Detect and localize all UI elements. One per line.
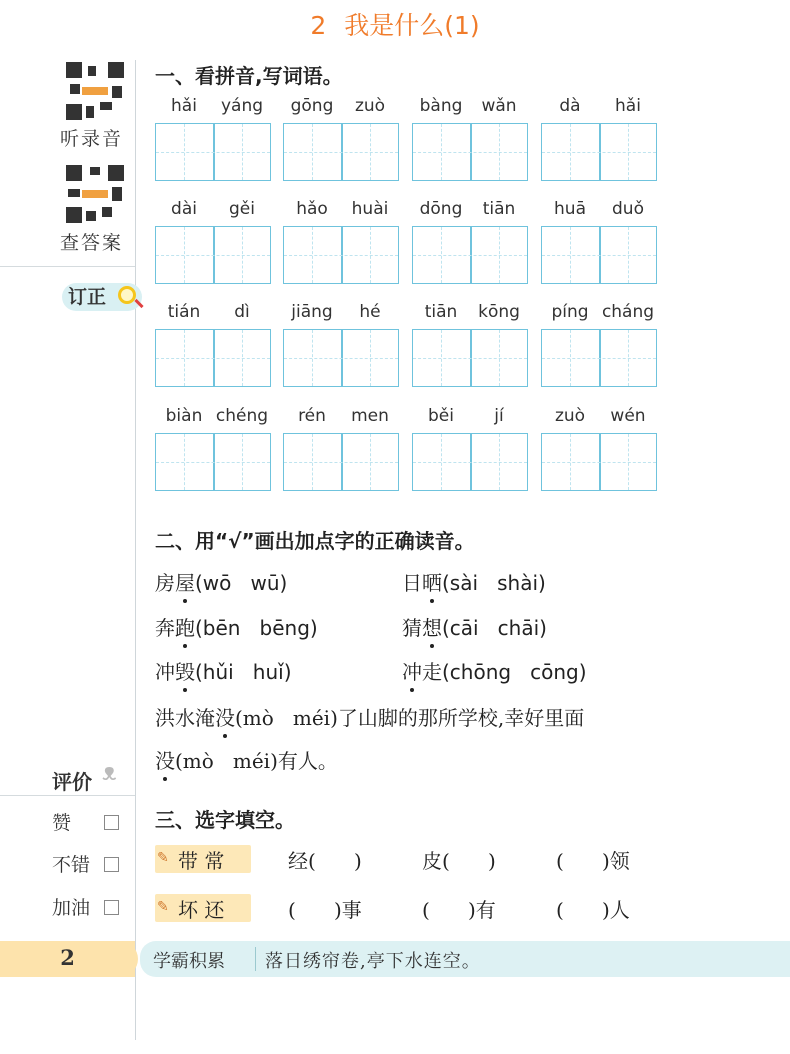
pinyin-label: hé (359, 302, 381, 322)
section3-heading: 三、选字填空。 (155, 808, 295, 832)
writing-box[interactable] (283, 329, 399, 387)
pinyin-label: dài (171, 199, 197, 219)
writing-box[interactable] (541, 226, 657, 284)
writing-box[interactable] (412, 329, 528, 387)
writing-box[interactable] (283, 123, 399, 181)
writing-box[interactable] (541, 433, 657, 491)
pencil-icon: ✎ (157, 899, 169, 915)
pinyin-label: píng (551, 302, 589, 322)
pencil-icon: ✎ (157, 850, 169, 866)
pinyin-label: men (351, 406, 389, 426)
pinyin-label: běi (428, 406, 454, 426)
sidebar-divider (0, 266, 135, 267)
margin-divider (135, 60, 136, 1040)
pinyin-label: huài (351, 199, 389, 219)
qr-code-answer[interactable] (66, 165, 124, 223)
dotted-char: 毁 (175, 656, 195, 685)
pinyin-label: wén (610, 406, 646, 426)
lesson-title: 我是什么(1) (344, 11, 480, 40)
writing-box[interactable] (412, 226, 528, 284)
pinyin-label: hǎo (296, 199, 328, 219)
reading-sentence-line1: 洪水淹没(mò méi)了山脚的那所学校,幸好里面 (155, 702, 584, 731)
page-number-bar (0, 941, 135, 977)
blank-1-1: 经( ) (288, 849, 362, 873)
reading-item-4: 猜想(cāi chāi) (402, 612, 547, 641)
writing-box[interactable] (155, 329, 271, 387)
pinyin-label: dà (559, 96, 581, 116)
pinyin-label: cháng (601, 302, 655, 322)
page-title (0, 6, 790, 42)
rating-try: 加油 (52, 897, 91, 919)
accumulation-separator (255, 947, 256, 971)
writing-box[interactable] (541, 123, 657, 181)
rating-praise: 赞 (52, 812, 72, 834)
rating-praise-checkbox[interactable] (104, 810, 119, 832)
lesson-number: 2 (310, 11, 327, 40)
choices-1: 带 常 (178, 849, 225, 873)
writing-box[interactable] (283, 226, 399, 284)
pinyin-label: bàng (419, 96, 463, 116)
choices-2: 坏 还 (178, 898, 225, 922)
pinyin-label: wǎn (481, 96, 517, 116)
dotted-char: 冲 (402, 656, 422, 685)
writing-box[interactable] (412, 433, 528, 491)
reading-item-3: 奔跑(bēn bēng) (155, 612, 318, 641)
writing-box[interactable] (283, 433, 399, 491)
dotted-char: 没 (155, 745, 175, 774)
pinyin-label: zuò (554, 406, 586, 426)
pinyin-label: jiāng (291, 302, 333, 322)
accumulation-text: 落日绣帘卷,亭下水连空。 (265, 951, 481, 972)
section1-heading: 一、看拼音,写词语。 (155, 64, 343, 88)
rating-try-checkbox[interactable] (104, 895, 119, 917)
accumulation-label: 学霸积累 (153, 951, 225, 972)
pinyin-label: duǒ (612, 199, 644, 219)
pinyin-label: huā (554, 199, 586, 219)
pinyin-label: rén (298, 406, 326, 426)
reading-item-6: 冲走(chōng cōng) (402, 656, 587, 685)
blank-2-1: ( )事 (288, 898, 362, 922)
rating-good-checkbox[interactable] (104, 852, 119, 874)
accumulation-bar (140, 941, 790, 977)
evaluation-label: 评价 (52, 770, 92, 794)
answer-label: 查答案 (60, 232, 124, 254)
pinyin-label: zuò (354, 96, 386, 116)
rabbit-icon: ᴥ (102, 758, 117, 786)
listen-label: 听录音 (60, 128, 124, 150)
reading-sentence-line2: 没(mò méi)有人。 (155, 745, 338, 774)
dotted-char: 屋 (175, 567, 195, 596)
magnifier-icon (118, 286, 136, 304)
pinyin-label: tiān (424, 302, 458, 322)
writing-box[interactable] (155, 226, 271, 284)
reading-item-1: 房屋(wō wū) (155, 567, 287, 596)
pinyin-label: hǎi (615, 96, 641, 116)
writing-box[interactable] (155, 433, 271, 491)
blank-1-3: ( )领 (556, 849, 630, 873)
pinyin-label: chéng (215, 406, 269, 426)
pinyin-label: yáng (220, 96, 264, 116)
writing-box[interactable] (155, 123, 271, 181)
writing-box[interactable] (541, 329, 657, 387)
section2-heading: 二、用“√”画出加点字的正确读音。 (155, 529, 475, 553)
pinyin-label: tián (167, 302, 201, 322)
pinyin-label: dōng (419, 199, 463, 219)
pinyin-label: dì (234, 302, 250, 322)
page-number: 2 (60, 945, 75, 970)
reading-item-5: 冲毁(hǔi huǐ) (155, 656, 292, 685)
blank-2-3: ( )人 (556, 898, 630, 922)
pinyin-label: tiān (482, 199, 516, 219)
writing-box[interactable] (412, 123, 528, 181)
pinyin-label: gěi (229, 199, 255, 219)
dotted-char: 没 (215, 702, 235, 731)
blank-1-2: 皮( ) (422, 849, 496, 873)
blank-2-2: ( )有 (422, 898, 496, 922)
pinyin-label: biàn (165, 406, 203, 426)
qr-code-listen[interactable] (66, 62, 124, 120)
pinyin-label: kōng (478, 302, 520, 322)
pinyin-label: gōng (290, 96, 334, 116)
evaluation-divider (0, 795, 135, 796)
correct-label: 订正 (68, 286, 107, 308)
pinyin-label: jí (494, 406, 504, 426)
reading-item-2: 日晒(sài shài) (402, 567, 546, 596)
rating-good: 不错 (52, 854, 91, 876)
pinyin-label: hǎi (171, 96, 197, 116)
dotted-char: 晒 (422, 567, 442, 596)
dotted-char: 想 (422, 612, 442, 641)
dotted-char: 跑 (175, 612, 195, 641)
